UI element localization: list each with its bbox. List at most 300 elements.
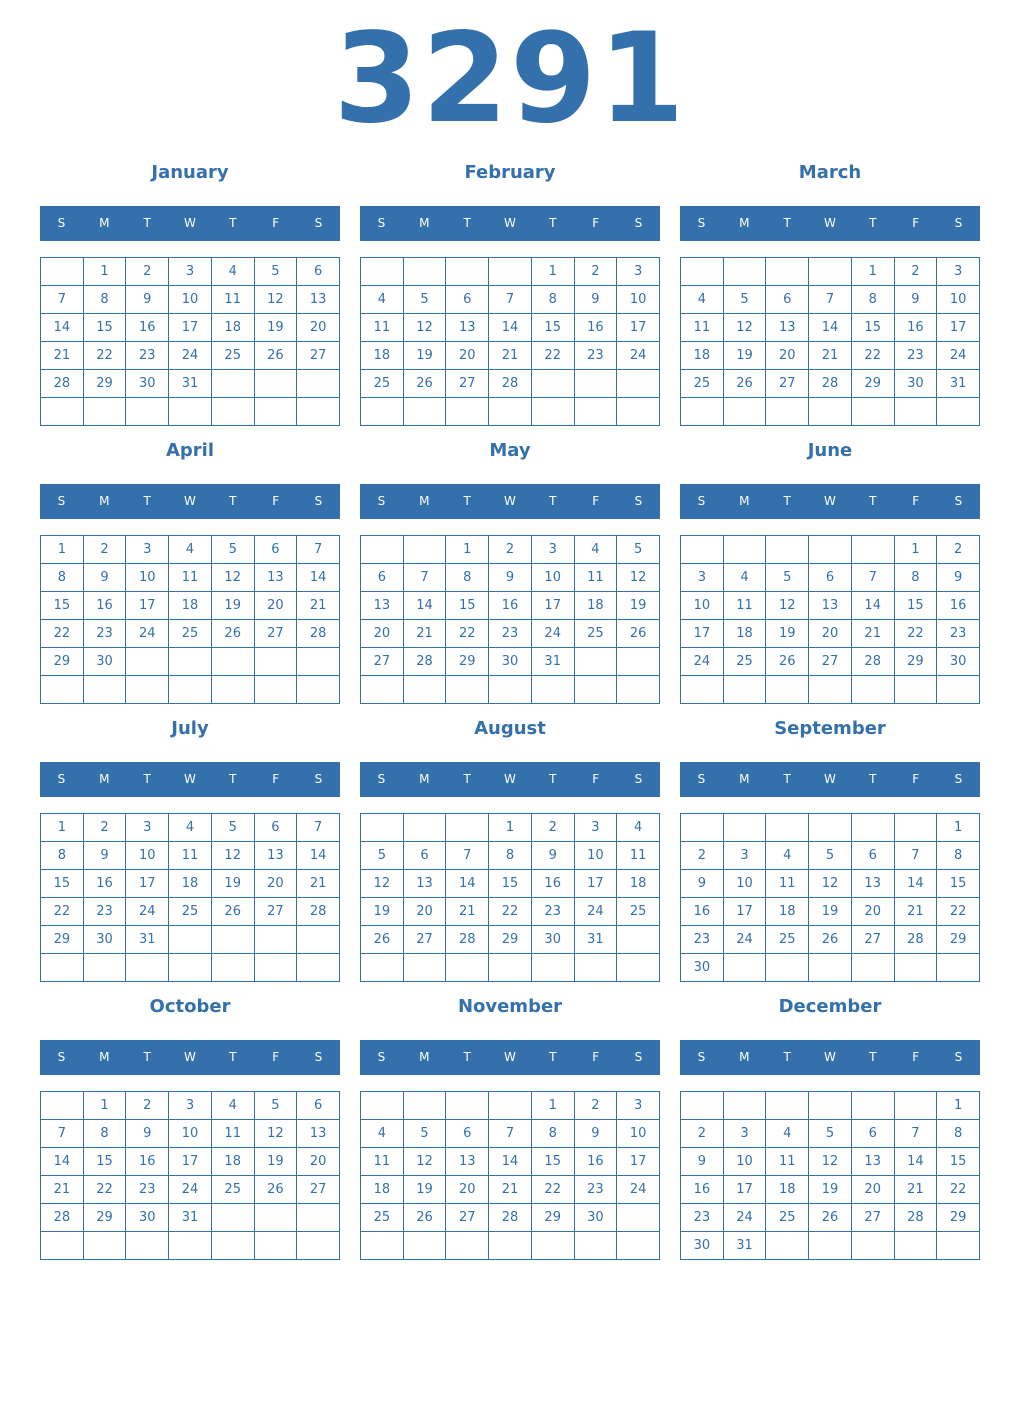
day-cell: 27 <box>446 1204 489 1232</box>
empty-cell <box>41 398 84 426</box>
day-cell: 30 <box>575 1204 618 1232</box>
day-cell: 20 <box>852 1176 895 1204</box>
empty-cell <box>404 954 447 982</box>
empty-cell <box>212 370 255 398</box>
day-cell: 22 <box>937 1176 980 1204</box>
empty-cell <box>617 926 660 954</box>
weekday-header <box>40 484 340 519</box>
day-cell: 4 <box>169 814 212 842</box>
day-cell: 6 <box>297 1092 340 1120</box>
day-cell: 7 <box>41 286 84 314</box>
empty-cell <box>404 258 447 286</box>
day-grid <box>40 535 340 704</box>
weekday-label: T <box>783 494 791 508</box>
day-cell: 14 <box>41 314 84 342</box>
month-title: August <box>474 718 546 739</box>
empty-cell <box>297 676 340 704</box>
day-cell: 17 <box>681 620 724 648</box>
day-cell: 31 <box>169 370 212 398</box>
weekday-label: S <box>697 1050 706 1064</box>
weekday-label: S <box>377 494 386 508</box>
day-cell: 5 <box>809 842 852 870</box>
day-cell: 10 <box>532 564 575 592</box>
day-cell: 29 <box>532 1204 575 1232</box>
day-cell: 16 <box>126 1148 169 1176</box>
day-cell: 25 <box>212 1176 255 1204</box>
empty-cell <box>361 258 404 286</box>
day-cell: 15 <box>84 314 127 342</box>
empty-cell <box>489 258 532 286</box>
day-cell: 12 <box>809 1148 852 1176</box>
day-cell: 13 <box>809 592 852 620</box>
day-cell: 13 <box>297 286 340 314</box>
day-cell: 22 <box>937 898 980 926</box>
weekday-label: T <box>549 772 557 786</box>
day-cell: 26 <box>724 370 767 398</box>
empty-cell <box>681 258 724 286</box>
day-cell: 24 <box>617 342 660 370</box>
day-cell: 3 <box>532 536 575 564</box>
empty-cell <box>489 676 532 704</box>
empty-cell <box>404 676 447 704</box>
weekday-label: S <box>314 494 323 508</box>
empty-cell <box>724 398 767 426</box>
day-cell: 26 <box>404 370 447 398</box>
day-cell: 16 <box>532 870 575 898</box>
empty-cell <box>532 398 575 426</box>
day-cell: 5 <box>212 814 255 842</box>
day-cell: 22 <box>895 620 938 648</box>
day-cell: 26 <box>212 620 255 648</box>
day-cell: 9 <box>681 1148 724 1176</box>
day-cell: 31 <box>532 648 575 676</box>
day-cell: 23 <box>575 342 618 370</box>
empty-cell <box>575 954 618 982</box>
weekday-label: S <box>954 494 963 508</box>
day-cell: 1 <box>446 536 489 564</box>
empty-cell <box>41 676 84 704</box>
empty-cell <box>212 954 255 982</box>
day-cell: 21 <box>895 1176 938 1204</box>
empty-cell <box>809 536 852 564</box>
empty-cell <box>532 1232 575 1260</box>
empty-cell <box>84 954 127 982</box>
day-cell: 17 <box>169 314 212 342</box>
empty-cell <box>724 676 767 704</box>
empty-cell <box>297 954 340 982</box>
day-cell: 18 <box>575 592 618 620</box>
day-cell: 5 <box>617 536 660 564</box>
day-cell: 8 <box>446 564 489 592</box>
empty-cell <box>404 1092 447 1120</box>
empty-cell <box>446 1092 489 1120</box>
day-cell: 25 <box>766 1204 809 1232</box>
day-cell: 25 <box>169 898 212 926</box>
empty-cell <box>617 648 660 676</box>
weekday-header <box>360 762 660 797</box>
day-cell: 22 <box>84 1176 127 1204</box>
empty-cell <box>255 926 298 954</box>
day-cell: 25 <box>169 620 212 648</box>
day-cell: 19 <box>404 1176 447 1204</box>
day-cell: 11 <box>575 564 618 592</box>
empty-cell <box>532 370 575 398</box>
day-cell: 3 <box>126 814 169 842</box>
weekday-label: T <box>783 1050 791 1064</box>
day-cell: 1 <box>489 814 532 842</box>
day-cell: 14 <box>404 592 447 620</box>
day-cell: 28 <box>809 370 852 398</box>
empty-cell <box>724 258 767 286</box>
empty-cell <box>681 676 724 704</box>
empty-cell <box>361 536 404 564</box>
day-cell: 28 <box>489 1204 532 1232</box>
day-cell: 30 <box>895 370 938 398</box>
day-cell: 28 <box>404 648 447 676</box>
day-cell: 14 <box>809 314 852 342</box>
day-cell: 3 <box>126 536 169 564</box>
empty-cell <box>255 1232 298 1260</box>
weekday-label: M <box>99 494 110 508</box>
empty-cell <box>126 1232 169 1260</box>
day-cell: 6 <box>852 1120 895 1148</box>
empty-cell <box>41 1092 84 1120</box>
day-cell: 25 <box>724 648 767 676</box>
empty-cell <box>809 258 852 286</box>
weekday-label: W <box>184 216 196 230</box>
weekday-label: F <box>912 772 920 786</box>
weekday-label: S <box>57 772 66 786</box>
empty-cell <box>297 370 340 398</box>
day-cell: 21 <box>895 898 938 926</box>
day-cell: 11 <box>169 842 212 870</box>
day-cell: 27 <box>361 648 404 676</box>
day-cell: 13 <box>255 564 298 592</box>
empty-cell <box>575 398 618 426</box>
day-cell: 1 <box>937 814 980 842</box>
weekday-label: F <box>592 494 600 508</box>
weekday-header <box>40 762 340 797</box>
day-cell: 18 <box>766 1176 809 1204</box>
day-cell: 4 <box>361 286 404 314</box>
weekday-label: T <box>229 1050 237 1064</box>
day-cell: 15 <box>41 870 84 898</box>
day-cell: 20 <box>255 870 298 898</box>
empty-cell <box>126 676 169 704</box>
day-cell: 25 <box>617 898 660 926</box>
day-cell: 21 <box>809 342 852 370</box>
weekday-header <box>40 1040 340 1075</box>
day-cell: 6 <box>255 536 298 564</box>
day-cell: 23 <box>84 898 127 926</box>
day-cell: 3 <box>575 814 618 842</box>
empty-cell <box>489 954 532 982</box>
day-grid <box>40 1091 340 1260</box>
day-cell: 23 <box>575 1176 618 1204</box>
day-cell: 16 <box>681 898 724 926</box>
day-cell: 8 <box>84 1120 127 1148</box>
day-cell: 29 <box>84 1204 127 1232</box>
weekday-header <box>680 762 980 797</box>
empty-cell <box>255 398 298 426</box>
day-cell: 19 <box>212 592 255 620</box>
day-cell: 20 <box>852 898 895 926</box>
day-cell: 19 <box>255 314 298 342</box>
day-cell: 24 <box>724 1204 767 1232</box>
day-cell: 13 <box>255 842 298 870</box>
empty-cell <box>255 370 298 398</box>
weekday-label: T <box>783 772 791 786</box>
day-cell: 17 <box>126 592 169 620</box>
weekday-label: W <box>824 216 836 230</box>
weekday-label: T <box>869 216 877 230</box>
empty-cell <box>852 536 895 564</box>
day-cell: 19 <box>766 620 809 648</box>
day-cell: 19 <box>724 342 767 370</box>
day-cell: 15 <box>852 314 895 342</box>
day-cell: 2 <box>126 1092 169 1120</box>
day-cell: 20 <box>404 898 447 926</box>
day-cell: 2 <box>937 536 980 564</box>
day-cell: 26 <box>617 620 660 648</box>
day-cell: 22 <box>41 620 84 648</box>
day-cell: 22 <box>532 1176 575 1204</box>
empty-cell <box>361 676 404 704</box>
empty-cell <box>84 398 127 426</box>
day-grid <box>360 535 660 704</box>
day-cell: 4 <box>575 536 618 564</box>
day-cell: 3 <box>617 258 660 286</box>
day-cell: 23 <box>126 1176 169 1204</box>
day-cell: 10 <box>617 286 660 314</box>
day-cell: 12 <box>766 592 809 620</box>
empty-cell <box>361 1092 404 1120</box>
weekday-label: M <box>419 1050 430 1064</box>
empty-cell <box>446 258 489 286</box>
day-cell: 4 <box>724 564 767 592</box>
weekday-label: T <box>783 216 791 230</box>
month-title: May <box>489 440 531 461</box>
empty-cell <box>255 648 298 676</box>
day-cell: 2 <box>489 536 532 564</box>
day-cell: 25 <box>766 926 809 954</box>
day-cell: 7 <box>895 1120 938 1148</box>
day-cell: 8 <box>532 286 575 314</box>
weekday-header <box>360 1040 660 1075</box>
weekday-label: S <box>634 216 643 230</box>
empty-cell <box>617 1232 660 1260</box>
day-cell: 10 <box>617 1120 660 1148</box>
day-cell: 15 <box>937 870 980 898</box>
day-cell: 13 <box>766 314 809 342</box>
day-cell: 23 <box>489 620 532 648</box>
day-cell: 10 <box>681 592 724 620</box>
day-cell: 26 <box>361 926 404 954</box>
empty-cell <box>766 536 809 564</box>
day-cell: 27 <box>809 648 852 676</box>
empty-cell <box>617 1204 660 1232</box>
empty-cell <box>575 1232 618 1260</box>
empty-cell <box>895 814 938 842</box>
empty-cell <box>681 398 724 426</box>
day-cell: 9 <box>532 842 575 870</box>
day-cell: 18 <box>724 620 767 648</box>
day-cell: 22 <box>489 898 532 926</box>
weekday-label: S <box>634 1050 643 1064</box>
month-title: January <box>151 162 229 183</box>
day-cell: 22 <box>532 342 575 370</box>
weekday-label: W <box>184 772 196 786</box>
day-cell: 3 <box>169 258 212 286</box>
day-cell: 5 <box>255 258 298 286</box>
weekday-header <box>680 484 980 519</box>
day-cell: 28 <box>297 898 340 926</box>
day-cell: 2 <box>895 258 938 286</box>
day-grid <box>360 257 660 426</box>
day-cell: 4 <box>212 258 255 286</box>
empty-cell <box>766 1232 809 1260</box>
day-cell: 18 <box>617 870 660 898</box>
weekday-header <box>360 206 660 241</box>
day-cell: 5 <box>404 286 447 314</box>
weekday-label: S <box>314 216 323 230</box>
day-cell: 13 <box>446 1148 489 1176</box>
day-cell: 13 <box>852 870 895 898</box>
day-cell: 17 <box>532 592 575 620</box>
weekday-label: F <box>912 1050 920 1064</box>
day-cell: 12 <box>212 564 255 592</box>
day-cell: 29 <box>937 1204 980 1232</box>
weekday-label: S <box>954 216 963 230</box>
day-cell: 14 <box>41 1148 84 1176</box>
day-grid <box>680 1091 980 1260</box>
day-cell: 29 <box>895 648 938 676</box>
day-cell: 7 <box>489 1120 532 1148</box>
day-cell: 7 <box>852 564 895 592</box>
empty-cell <box>41 954 84 982</box>
day-cell: 8 <box>41 564 84 592</box>
empty-cell <box>617 398 660 426</box>
weekday-label: W <box>824 494 836 508</box>
empty-cell <box>575 648 618 676</box>
day-cell: 11 <box>212 1120 255 1148</box>
day-cell: 11 <box>169 564 212 592</box>
day-cell: 7 <box>404 564 447 592</box>
day-cell: 24 <box>617 1176 660 1204</box>
empty-cell <box>297 398 340 426</box>
day-cell: 29 <box>41 926 84 954</box>
empty-cell <box>489 398 532 426</box>
day-cell: 16 <box>575 314 618 342</box>
month-title: November <box>457 996 563 1017</box>
day-cell: 26 <box>809 926 852 954</box>
day-cell: 15 <box>446 592 489 620</box>
empty-cell <box>361 954 404 982</box>
day-cell: 17 <box>724 898 767 926</box>
day-cell: 7 <box>446 842 489 870</box>
weekday-label: S <box>954 1050 963 1064</box>
day-cell: 28 <box>446 926 489 954</box>
day-cell: 12 <box>809 870 852 898</box>
day-cell: 24 <box>169 342 212 370</box>
weekday-label: S <box>377 216 386 230</box>
empty-cell <box>297 1232 340 1260</box>
empty-cell <box>446 398 489 426</box>
day-cell: 6 <box>361 564 404 592</box>
day-cell: 2 <box>575 258 618 286</box>
month-title: June <box>807 440 853 461</box>
day-cell: 21 <box>41 342 84 370</box>
weekday-header <box>360 484 660 519</box>
day-cell: 23 <box>126 342 169 370</box>
day-cell: 6 <box>809 564 852 592</box>
empty-cell <box>724 1092 767 1120</box>
day-cell: 15 <box>532 1148 575 1176</box>
weekday-label: T <box>463 216 471 230</box>
day-cell: 24 <box>126 620 169 648</box>
day-cell: 1 <box>84 258 127 286</box>
weekday-label: S <box>314 1050 323 1064</box>
day-cell: 3 <box>724 842 767 870</box>
day-cell: 18 <box>766 898 809 926</box>
weekday-label: F <box>592 772 600 786</box>
day-cell: 16 <box>895 314 938 342</box>
weekday-label: W <box>504 494 516 508</box>
day-cell: 30 <box>126 370 169 398</box>
weekday-label: M <box>99 772 110 786</box>
day-cell: 12 <box>404 314 447 342</box>
day-cell: 11 <box>361 1148 404 1176</box>
day-cell: 30 <box>84 648 127 676</box>
day-cell: 3 <box>937 258 980 286</box>
weekday-label: T <box>143 216 151 230</box>
weekday-label: M <box>419 772 430 786</box>
empty-cell <box>852 398 895 426</box>
day-cell: 19 <box>212 870 255 898</box>
empty-cell <box>446 954 489 982</box>
day-cell: 27 <box>255 620 298 648</box>
day-cell: 30 <box>126 1204 169 1232</box>
day-cell: 10 <box>575 842 618 870</box>
day-cell: 26 <box>212 898 255 926</box>
day-grid <box>360 1091 660 1260</box>
empty-cell <box>255 1204 298 1232</box>
day-cell: 2 <box>532 814 575 842</box>
day-cell: 17 <box>126 870 169 898</box>
day-cell: 4 <box>681 286 724 314</box>
day-cell: 11 <box>361 314 404 342</box>
day-grid <box>680 813 980 982</box>
day-cell: 22 <box>852 342 895 370</box>
day-cell: 23 <box>681 926 724 954</box>
weekday-label: T <box>229 494 237 508</box>
day-cell: 28 <box>852 648 895 676</box>
weekday-label: W <box>504 772 516 786</box>
day-cell: 2 <box>681 1120 724 1148</box>
month-title: September <box>774 718 886 739</box>
day-cell: 19 <box>809 1176 852 1204</box>
day-cell: 26 <box>809 1204 852 1232</box>
day-cell: 24 <box>575 898 618 926</box>
day-cell: 6 <box>446 286 489 314</box>
day-cell: 5 <box>212 536 255 564</box>
empty-cell <box>681 1092 724 1120</box>
day-cell: 17 <box>937 314 980 342</box>
day-cell: 21 <box>852 620 895 648</box>
day-cell: 8 <box>41 842 84 870</box>
day-cell: 1 <box>41 536 84 564</box>
day-cell: 30 <box>681 1232 724 1260</box>
